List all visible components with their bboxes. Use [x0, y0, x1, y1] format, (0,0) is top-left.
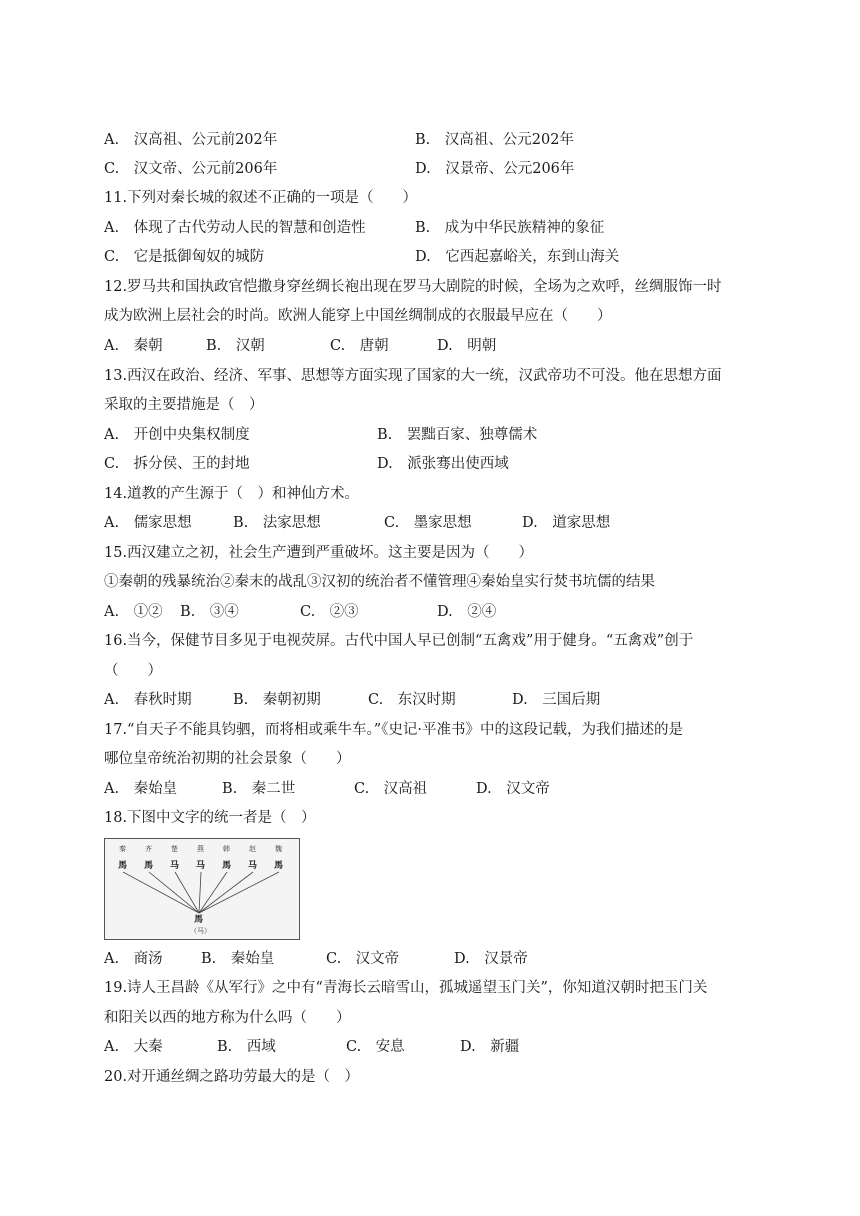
state-label: 魏	[275, 845, 282, 853]
script-unification-figure	[104, 838, 300, 940]
q11-option-a: A. 体现了古代劳动人民的智慧和创造性	[104, 220, 366, 236]
q19-option-a: A. 大秦	[104, 1039, 163, 1055]
state-glyph: 馬	[144, 861, 154, 871]
q10-option-b: B. 汉高祖、公元202年	[415, 132, 574, 148]
q20-stem: 20.对开通丝绸之路功劳最大的是（ ）	[104, 1069, 360, 1085]
script-unification-diagram	[105, 839, 299, 939]
q15-option-b: B. ③④	[180, 604, 239, 620]
state-glyph: 馬	[222, 861, 232, 871]
q19-option-c: C. 安息	[346, 1039, 405, 1055]
q12-stem-line2: 成为欧洲上层社会的时尚。欧洲人能穿上中国丝绸制成的衣服最早应在（ ）	[104, 308, 612, 324]
converging-line	[199, 872, 279, 913]
q18-stem: 18.下图中文字的统一者是（ ）	[104, 810, 316, 826]
q13-option-b: B. 罢黜百家、独尊儒术	[377, 427, 538, 443]
q11-stem: 11.下列对秦长城的叙述不正确的一项是（ ）	[104, 190, 418, 206]
q15-option-d: D. ②④	[437, 604, 497, 620]
q19-stem-line2: 和阳关以西的地方称为什么吗（ ）	[104, 1010, 351, 1026]
q18-option-c: C. 汉文帝	[326, 951, 400, 967]
state-label: 燕	[197, 845, 204, 853]
converging-line	[199, 872, 227, 913]
q13-option-c: C. 拆分侯、王的封地	[104, 456, 250, 472]
q18-option-d: D. 汉景帝	[454, 951, 528, 967]
q16-stem-line1: 16.当今，保健节目多见于电视荧屏。古代中国人早已创制“五禽戏”用于健身。“五禽戏”创于	[104, 633, 694, 649]
q15-items: ①秦朝的残暴统治②秦末的战乱③汉初的统治者不懂管理④秦始皇实行焚书坑儒的结果	[104, 574, 655, 590]
q13-stem-line1: 13.西汉在政治、经济、军事、思想等方面实现了国家的大一统，汉武帝功不可没。他在思想方面	[104, 368, 722, 384]
q14-stem: 14.道教的产生源于（ ）和神仙方术。	[104, 486, 360, 502]
q16-option-b: B. 秦朝初期	[233, 692, 321, 708]
q14-option-a: A. 儒家思想	[104, 515, 192, 531]
state-label: 齐	[145, 845, 152, 853]
unified-glyph: 馬	[194, 915, 204, 925]
q16-option-a: A. 春秋时期	[104, 692, 192, 708]
state-label: 楚	[171, 845, 178, 853]
q19-option-b: B. 西域	[217, 1039, 276, 1055]
q12-option-d: D. 明朝	[437, 338, 497, 354]
q17-stem-line1: 17.“自天子不能具钧驷，而将相或乘牛车。”《史记·平准书》中的这段记载，为我们描述的是	[104, 722, 683, 738]
q10-option-d: D. 汉景帝、公元206年	[415, 161, 575, 177]
q17-option-a: A. 秦始皇	[104, 781, 178, 797]
q16-option-c: C. 东汉时期	[368, 692, 456, 708]
converging-line	[199, 872, 201, 913]
q17-option-d: D. 汉文帝	[476, 781, 550, 797]
q12-option-c: C. 唐朝	[330, 338, 389, 354]
q14-option-d: D. 道家思想	[522, 515, 611, 531]
state-glyph: 马	[248, 861, 258, 871]
q17-option-c: C. 汉高祖	[354, 781, 428, 797]
q17-stem-line2: 哪位皇帝统治初期的社会景象（ ）	[104, 751, 351, 767]
q19-stem-line1: 19.诗人王昌龄《从军行》之中有“青海长云暗雪山，孤城遥望玉门关”，你知道汉朝时把玉门关	[104, 980, 708, 996]
q15-option-a: A. ①②	[104, 604, 163, 620]
q10-option-c: C. 汉文帝、公元前206年	[104, 161, 278, 177]
q17-option-b: B. 秦二世	[222, 781, 296, 797]
q16-option-d: D. 三国后期	[512, 692, 601, 708]
q11-option-c: C. 它是抵御匈奴的城防	[104, 249, 265, 265]
q11-option-d: D. 它西起嘉峪关，东到山海关	[415, 249, 620, 265]
q16-stem-line2: （ ）	[104, 663, 162, 679]
q12-option-a: A. 秦朝	[104, 338, 163, 354]
state-label: 秦	[119, 845, 126, 853]
q12-stem-line1: 12.罗马共和国执政官恺撒身穿丝绸长袍出现在罗马大剧院的时候，全场为之欢呼，丝绸服饰一时	[104, 279, 722, 295]
converging-line	[123, 872, 199, 913]
q10-option-a: A. 汉高祖、公元前202年	[104, 132, 278, 148]
q13-option-a: A. 开创中央集权制度	[104, 427, 250, 443]
q15-option-c: C. ②③	[300, 604, 359, 620]
q13-option-d: D. 派张骞出使西域	[377, 456, 509, 472]
state-glyph: ⻢	[170, 861, 180, 871]
figure-bottom-label: （马）	[190, 927, 211, 935]
state-glyph: 馬	[118, 861, 128, 871]
q14-option-b: B. 法家思想	[233, 515, 321, 531]
q11-option-b: B. 成为中华民族精神的象征	[415, 220, 605, 236]
q12-option-b: B. 汉朝	[206, 338, 265, 354]
q13-stem-line2: 采取的主要措施是（ ）	[104, 397, 264, 413]
q14-option-c: C. 墨家思想	[384, 515, 472, 531]
q18-option-b: B. 秦始皇	[201, 951, 275, 967]
state-label: 赵	[249, 845, 256, 853]
converging-line	[149, 872, 199, 913]
q15-stem: 15.西汉建立之初，社会生产遭到严重破坏。这主要是因为（ ）	[104, 545, 534, 561]
q18-option-a: A. 商汤	[104, 951, 163, 967]
q19-option-d: D. 新疆	[460, 1039, 520, 1055]
state-glyph: ⻢	[196, 861, 206, 871]
state-label: 韩	[223, 845, 230, 853]
converging-line	[199, 872, 253, 913]
state-glyph: 馬	[274, 861, 284, 871]
